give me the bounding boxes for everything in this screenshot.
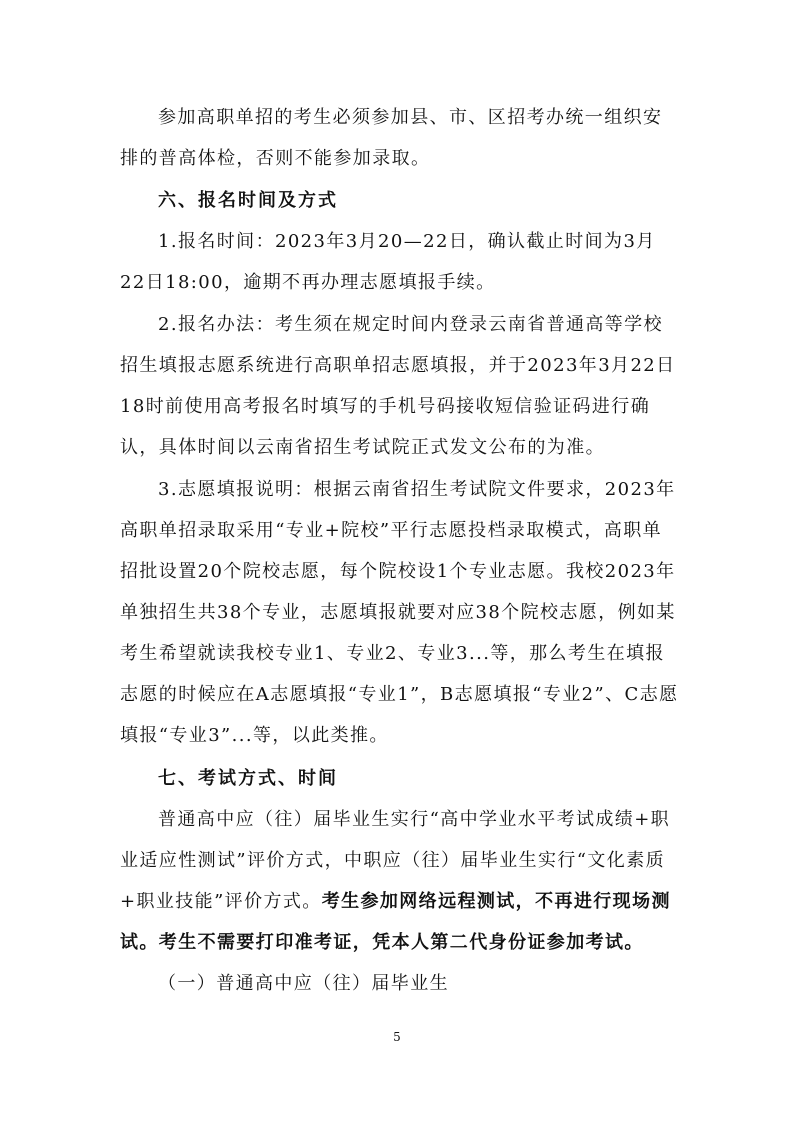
paragraph-exam-method [120, 799, 680, 963]
paragraph-registration-time: 1.报名时间：2023年3月20—22日，确认截止时间为3月22日18:00，逾期不再办理志愿填报手续。 [120, 231, 656, 293]
section-heading-exam: 七、考试方式、时间 [158, 768, 338, 789]
subsection-heading-high-school: （一）普通高中应（往）届毕业生 [158, 973, 449, 994]
paragraph-physical-exam: 参加高职单招的考生必须参加县、市、区招考办统一组织安排的普高体检，否则不能参加录取。 [120, 107, 663, 169]
exam-method-text: 普通高中应（往）届毕业生实行“高中学业水平考试成绩+职业适应性测试”评价方式，中职应（往）届毕业生实行“文化素质+职业技能”评价方式。 [120, 809, 671, 912]
paragraph-registration-method: 2.报名办法：考生须在规定时间内登录云南省普通高等学校招生填报志愿系统进行高职单招志愿填报，并于2023年3月22日18时前使用高考报名时填写的手机号码接收短信验证码进行确认，具体时间以云南省招生考试院正式发文公布的为准。 [120, 314, 676, 458]
paragraph-application-instructions: 3.志愿填报说明：根据云南省招生考试院文件要求，2023年高职单招录取采用“专业+院校”平行志愿投档录取模式，高职单招批设置20个院校志愿，每个院校设1个专业志愿。我校2023年单独招生共38个专业，志愿填报就要对应38个院校志愿，例如某考生希望就读我校专业1、专业2、专业3...等，那么考生在填报志愿的时候应在A志愿填报“专业1”，B志愿填报“专业2”、C志愿填报“专业3”...等，以此类推。 [120, 479, 679, 746]
section-heading-registration: 六、报名时间及方式 [158, 190, 338, 211]
exam-method-bold-text: 考生参加网络远程测试，不再进行现场测试。考生不需要打印准考证，凭本人第二代身份证参加考试。 [120, 891, 671, 953]
page-number: 5 [393, 1030, 401, 1044]
